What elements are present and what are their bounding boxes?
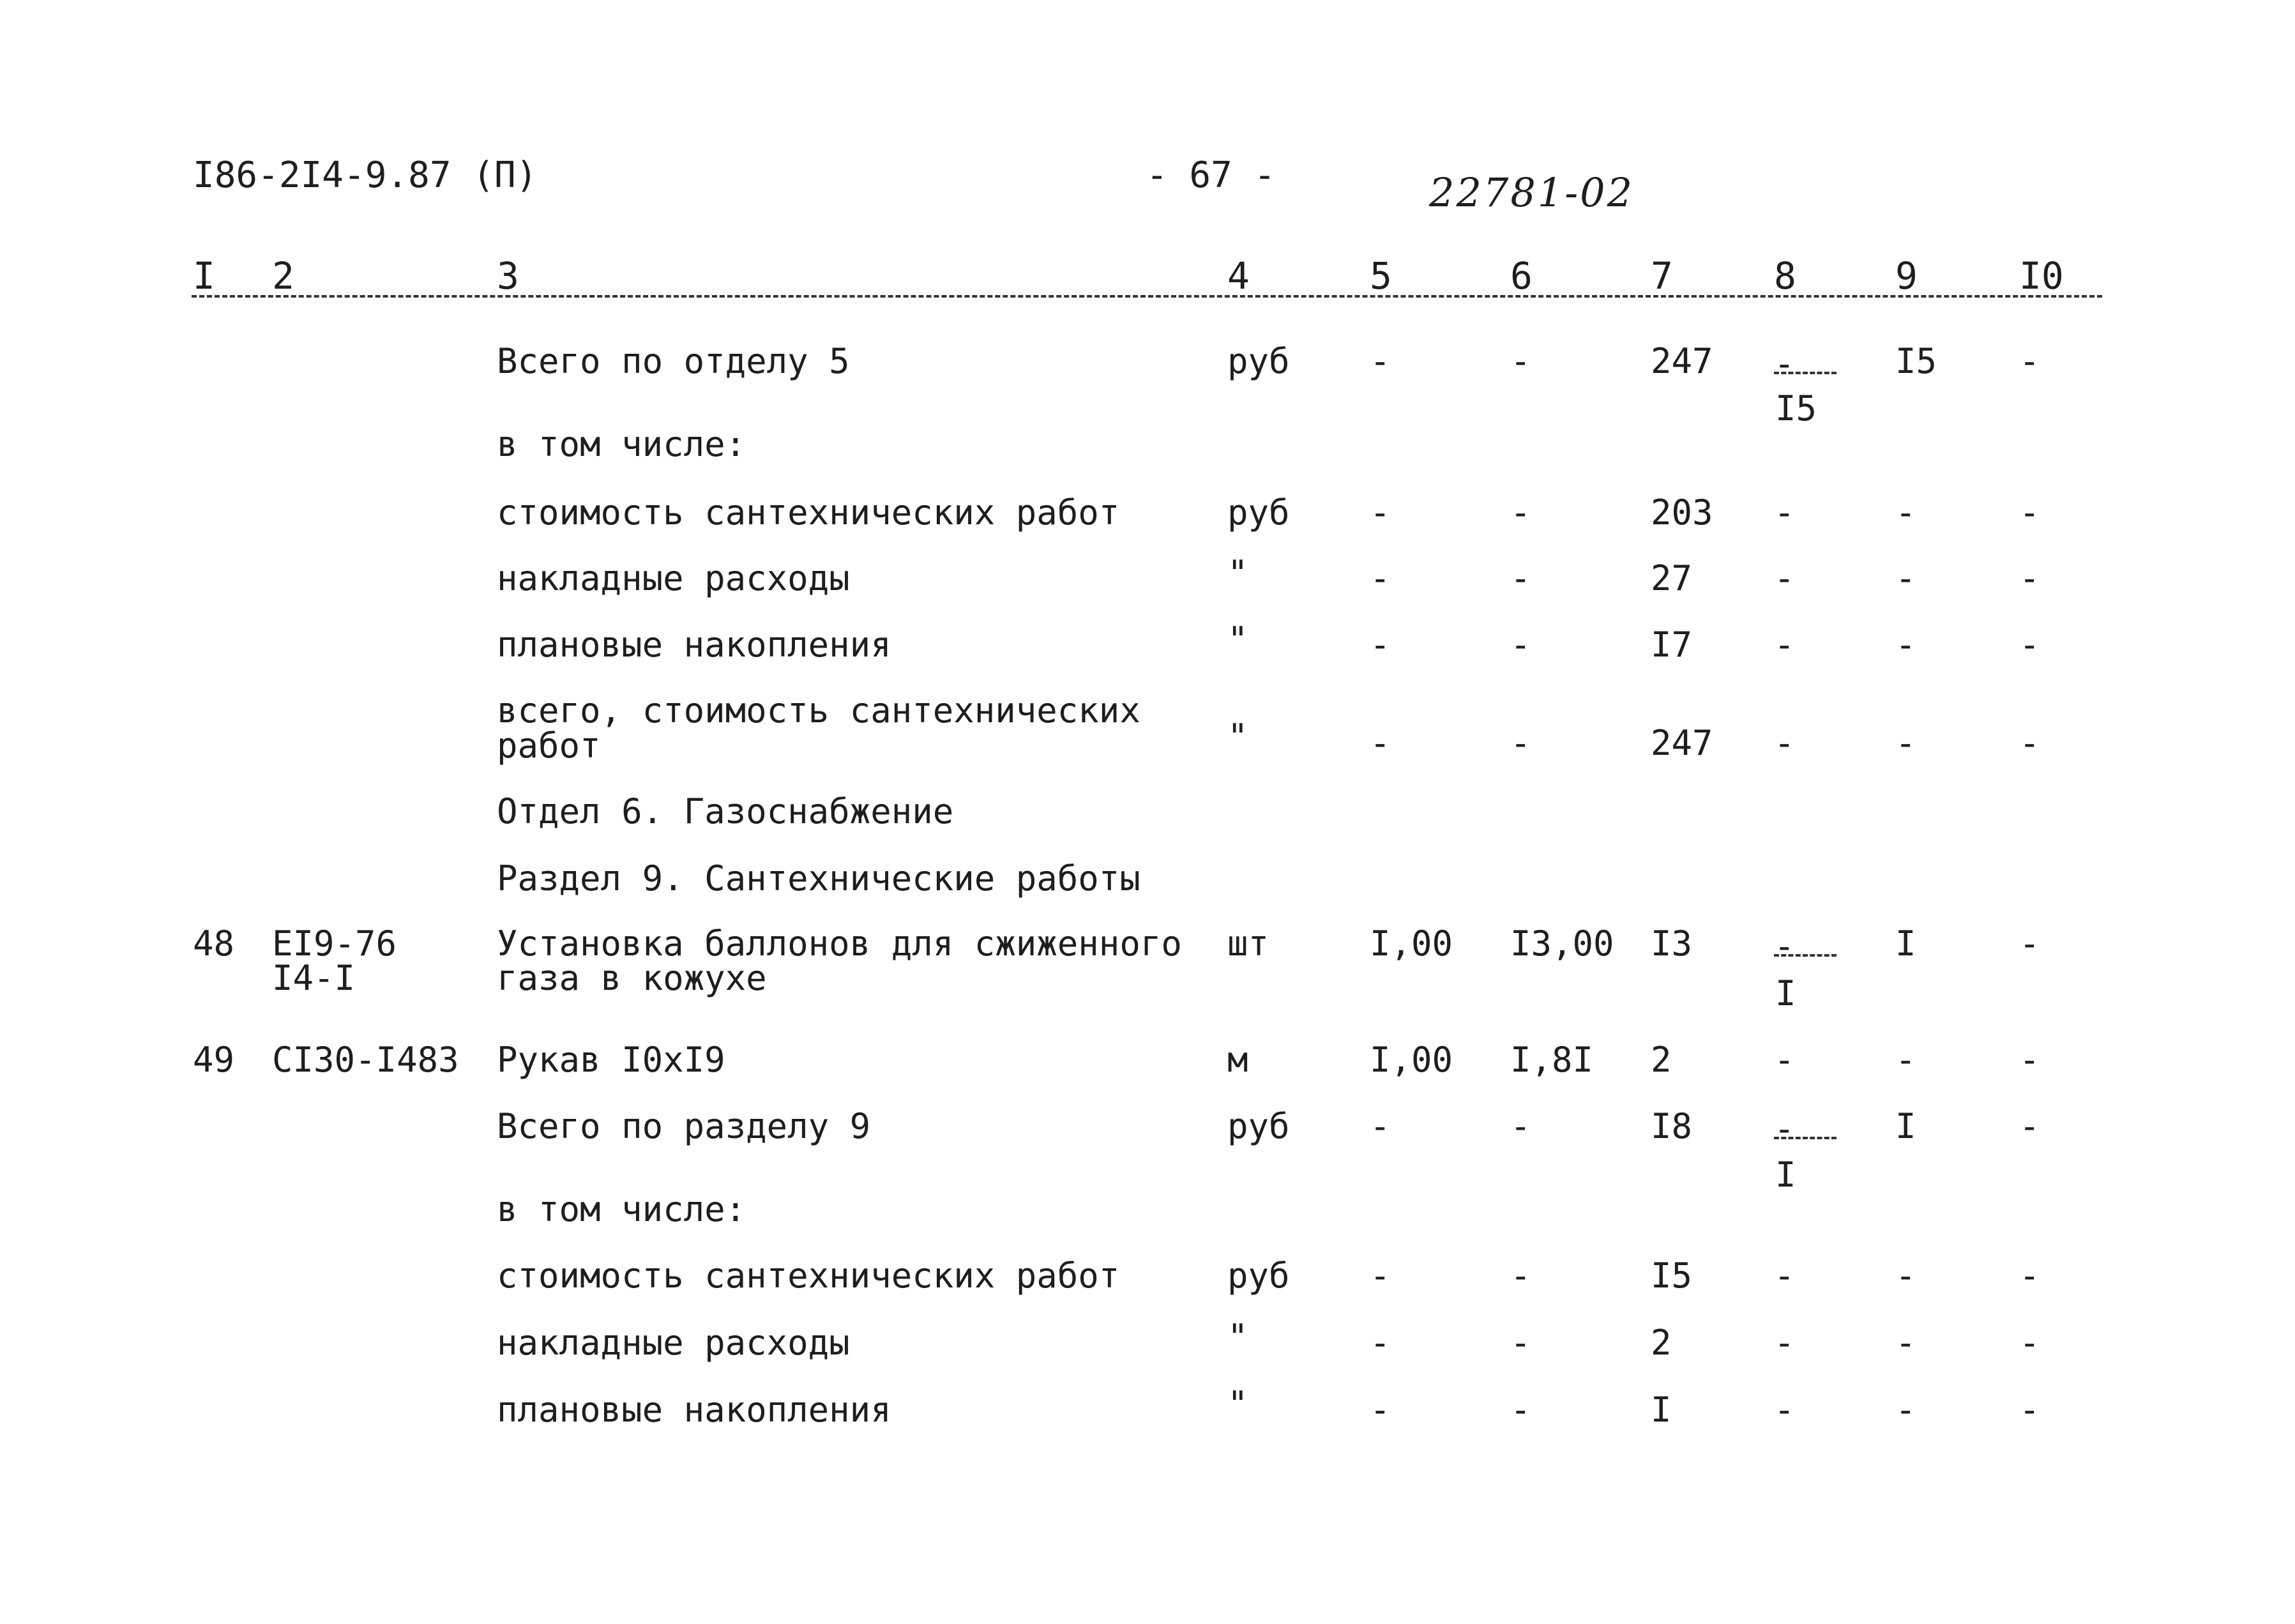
- row-cell: I: [1895, 1106, 1916, 1146]
- row-cell: -: [1510, 341, 1531, 381]
- fraction-bottom: I5: [1775, 388, 1817, 429]
- row-number: 49: [193, 1040, 235, 1080]
- row-unit: руб: [1227, 341, 1290, 381]
- row-cell: -: [2019, 492, 2040, 533]
- row-description: плановые накопления: [497, 1390, 891, 1430]
- row-cell: -: [1510, 1390, 1531, 1430]
- row-cell: -: [1510, 492, 1531, 533]
- row-unit: ": [1227, 553, 1248, 593]
- column-number: 9: [1895, 254, 1918, 298]
- row-cell: -: [1895, 1256, 1916, 1296]
- column-number: 3: [497, 254, 519, 298]
- document-code: I86-2I4-9.87 (П): [193, 155, 538, 196]
- row-cell: -: [1895, 558, 1916, 598]
- row-cell: -: [1370, 492, 1391, 533]
- row-cell: -: [1510, 1323, 1531, 1363]
- row-description-continued: газа в кожухе: [497, 958, 767, 998]
- row-value: I3: [1651, 923, 1693, 964]
- row-cell: -: [1370, 1256, 1391, 1296]
- row-description: всего, стоимость сантехнических: [497, 690, 1140, 731]
- fraction-bar: [1774, 372, 1837, 374]
- row-number: 48: [193, 923, 235, 964]
- row-description: накладные расходы: [497, 1323, 850, 1363]
- row-value: I5: [1651, 1256, 1693, 1296]
- row-cell: -: [1895, 1323, 1916, 1363]
- column-number: 8: [1774, 254, 1796, 298]
- fraction-top: -: [1774, 926, 1795, 966]
- row-cell: -: [1370, 341, 1391, 381]
- row-cell: -: [2019, 558, 2040, 598]
- row-description: стоимость сантехнических работ: [497, 1256, 1120, 1296]
- row-value: 2: [1651, 1040, 1672, 1080]
- row-value: 27: [1651, 558, 1693, 598]
- row-unit: ": [1227, 1384, 1248, 1424]
- row-cell: -: [2019, 723, 2040, 763]
- row-cell: -: [1370, 1323, 1391, 1363]
- row-value: I: [1651, 1390, 1672, 1430]
- row-unit: руб: [1227, 492, 1290, 533]
- row-unit: м: [1227, 1040, 1248, 1080]
- row-description: Рукав I0xI9: [497, 1040, 725, 1080]
- row-cell: I5: [1895, 341, 1937, 381]
- row-fraction: [1774, 1109, 1838, 1195]
- row-description: в том числе:: [497, 424, 746, 464]
- row-code: CI30-I483: [272, 1040, 459, 1080]
- row-cell: -: [1774, 723, 1795, 763]
- fraction-bar: [1774, 1137, 1837, 1139]
- row-cell: I,00: [1370, 923, 1453, 964]
- row-value: 2: [1651, 1323, 1672, 1363]
- fraction-bar: [1774, 954, 1837, 957]
- row-unit: руб: [1227, 1106, 1290, 1146]
- row-cell: -: [1510, 625, 1531, 665]
- row-value: 247: [1651, 341, 1713, 381]
- row-fraction: [1774, 926, 1838, 1013]
- row-cell: -: [2019, 1323, 2040, 1363]
- fraction-bottom: I: [1775, 1155, 1796, 1195]
- row-cell: -: [1774, 1256, 1795, 1296]
- row-cell: -: [1774, 1323, 1795, 1363]
- row-description: накладные расходы: [497, 558, 850, 598]
- row-cell: -: [2019, 1040, 2040, 1080]
- row-cell: -: [1895, 1040, 1916, 1080]
- stamp-number: 22781-02: [1429, 169, 1635, 216]
- fraction-top: -: [1774, 344, 1795, 384]
- row-cell: I3,00: [1510, 923, 1614, 964]
- row-cell: -: [1370, 558, 1391, 598]
- row-cell: -: [1370, 1106, 1391, 1146]
- column-number: I0: [2019, 254, 2064, 298]
- row-cell: I,00: [1370, 1040, 1453, 1080]
- column-number: 7: [1651, 254, 1673, 298]
- page-number: - 67 -: [1146, 155, 1276, 196]
- row-value: I7: [1651, 625, 1693, 665]
- row-value: 247: [1651, 723, 1713, 763]
- row-cell: -: [1510, 1256, 1531, 1296]
- row-unit: ": [1227, 619, 1248, 660]
- row-cell: -: [1370, 625, 1391, 665]
- column-number: I: [193, 254, 215, 298]
- row-code: EI9-76: [272, 923, 397, 964]
- row-description: в том числе:: [497, 1189, 746, 1229]
- row-description: Раздел 9. Сантехнические работы: [497, 858, 1140, 899]
- row-cell: -: [1895, 625, 1916, 665]
- row-description: стоимость сантехнических работ: [497, 492, 1120, 533]
- row-cell: -: [1895, 723, 1916, 763]
- row-cell: -: [1774, 625, 1795, 665]
- row-cell: -: [1774, 1040, 1795, 1080]
- row-cell: -: [1510, 723, 1531, 763]
- row-cell: -: [1510, 1106, 1531, 1146]
- column-number: 5: [1370, 254, 1392, 298]
- row-cell: -: [1895, 1390, 1916, 1430]
- row-cell: -: [2019, 341, 2040, 381]
- row-value: 203: [1651, 492, 1713, 533]
- row-cell: -: [1774, 1390, 1795, 1430]
- row-unit: ": [1227, 717, 1248, 757]
- row-description: Всего по разделу 9: [497, 1106, 871, 1146]
- header-dashed-rule: [192, 295, 2102, 298]
- row-cell: -: [2019, 1256, 2040, 1296]
- row-cell: -: [2019, 923, 2040, 964]
- fraction-top: -: [1774, 1109, 1795, 1149]
- column-number: 6: [1510, 254, 1533, 298]
- row-unit: шт: [1227, 923, 1269, 964]
- row-cell: -: [1370, 723, 1391, 763]
- column-number: 2: [272, 254, 294, 298]
- row-cell: -: [1774, 492, 1795, 533]
- row-fraction: [1774, 344, 1838, 429]
- row-value: I8: [1651, 1106, 1693, 1146]
- row-cell: I: [1895, 923, 1916, 964]
- row-code-continued: I4-I: [272, 958, 356, 998]
- row-cell: -: [2019, 1106, 2040, 1146]
- row-cell: -: [2019, 625, 2040, 665]
- fraction-bottom: I: [1775, 973, 1796, 1013]
- row-description: Отдел 6. Газоснабжение: [497, 791, 954, 831]
- row-description: Установка баллонов для сжиженного: [497, 923, 1182, 964]
- row-cell: -: [1774, 558, 1795, 598]
- row-cell: -: [1510, 558, 1531, 598]
- column-number: 4: [1227, 254, 1250, 298]
- row-cell: I,8I: [1510, 1040, 1594, 1080]
- row-description-continued: работ: [497, 725, 601, 766]
- row-unit: ": [1227, 1317, 1248, 1357]
- row-cell: -: [1370, 1390, 1391, 1430]
- row-description: Всего по отделу 5: [497, 341, 850, 381]
- row-description: плановые накопления: [497, 625, 891, 665]
- row-cell: -: [1895, 492, 1916, 533]
- row-cell: -: [2019, 1390, 2040, 1430]
- row-unit: руб: [1227, 1256, 1290, 1296]
